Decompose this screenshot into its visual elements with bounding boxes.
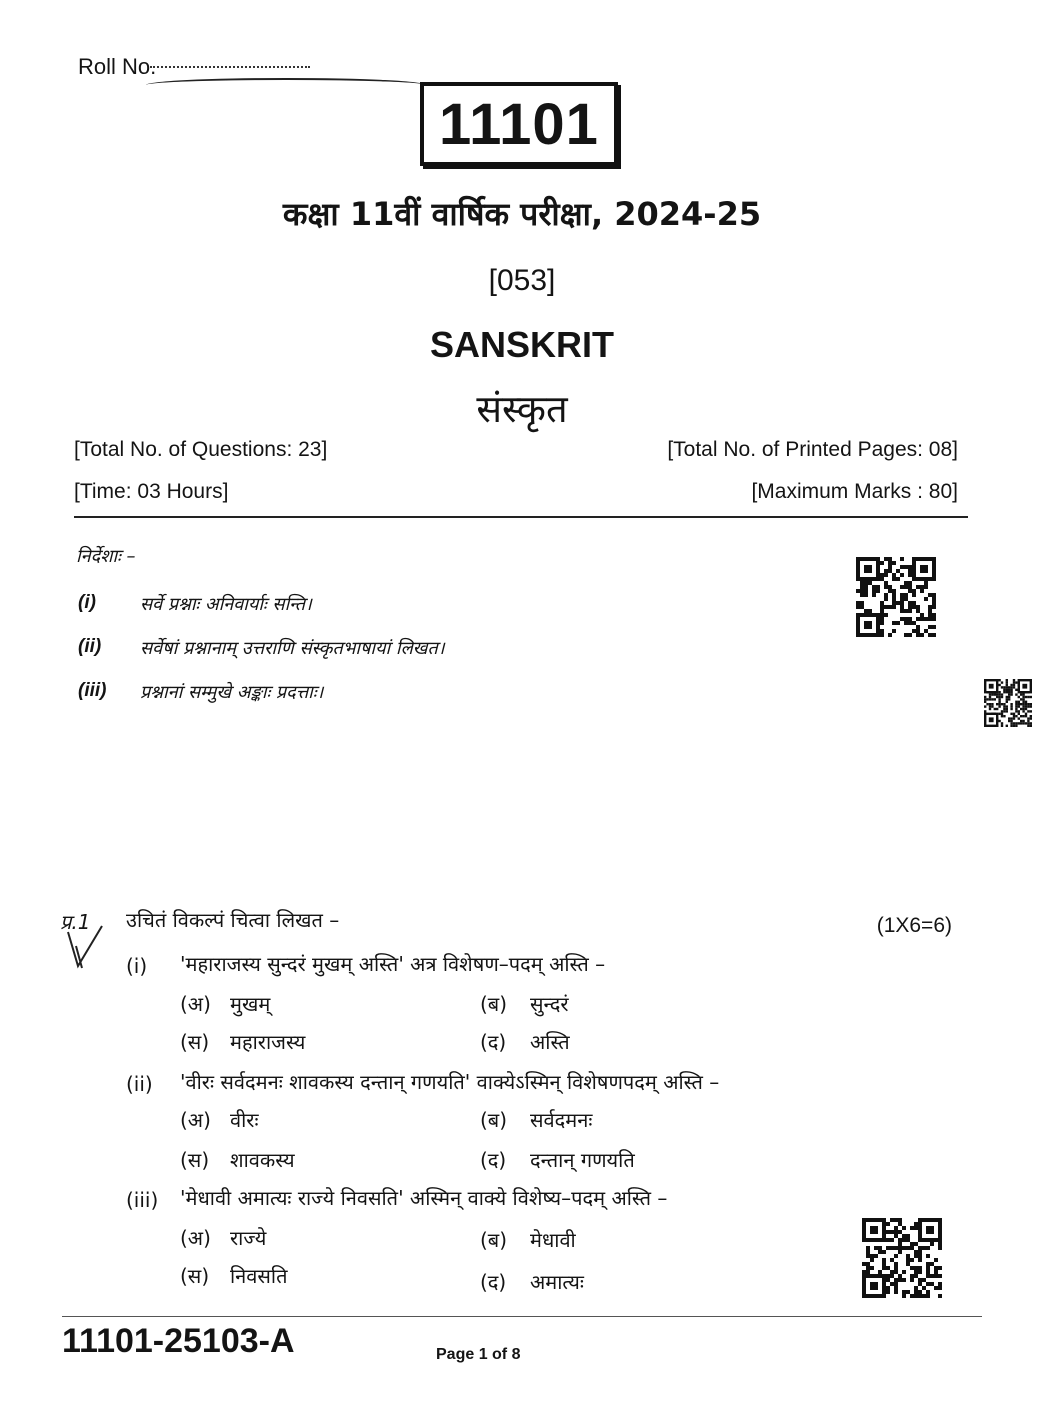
- footer-paper-code: 11101-25103-A: [62, 1322, 295, 1360]
- option-text: दन्तान् गणयति: [530, 1148, 635, 1172]
- page-number: Page 1 of 8: [436, 1346, 521, 1363]
- qr-code-icon: [984, 678, 1032, 728]
- question-text: उचितं विकल्पं चित्वा लिखत –: [126, 908, 340, 932]
- paper-code: 11101: [420, 82, 618, 166]
- option-text: अस्ति: [530, 1030, 570, 1054]
- subject-name-hindi: संस्कृत: [476, 387, 568, 431]
- subject-code: [053]: [488, 264, 556, 297]
- total-questions: [Total No. of Questions: 23]: [74, 438, 328, 461]
- tick-mark-icon: [62, 922, 108, 970]
- option-text: वीरः: [230, 1108, 259, 1132]
- option-key: (द): [480, 1030, 507, 1054]
- instructions-heading: निर्देशाः –: [76, 546, 136, 567]
- roll-no-field: [150, 66, 310, 68]
- option-text: निवसति: [230, 1264, 288, 1288]
- option-key: (ब): [480, 1228, 508, 1252]
- divider: [74, 516, 968, 518]
- option-text: सुन्दरं: [530, 992, 569, 1016]
- qr-code-icon: [856, 556, 936, 638]
- sub-question-number: (iii): [126, 1188, 159, 1212]
- exam-title: कक्षा 11वीं वार्षिक परीक्षा, 2024-25: [282, 195, 762, 233]
- option-key: (स): [180, 1264, 210, 1288]
- divider: [146, 78, 426, 92]
- option-text: शावकस्य: [230, 1148, 295, 1172]
- sub-question-text: 'मेधावी अमात्यः राज्ये निवसति' अस्मिन् वाक्ये विशेष्य–पदम् अस्ति –: [180, 1186, 668, 1210]
- subject-name-english: SANSKRIT: [429, 324, 614, 365]
- option-key: (अ): [180, 992, 211, 1016]
- option-key: (ब): [480, 992, 508, 1016]
- instruction-number: (iii): [78, 680, 107, 701]
- maximum-marks: [Maximum Marks : 80]: [751, 480, 958, 503]
- option-key: (स): [180, 1148, 210, 1172]
- option-text: राज्ये: [230, 1226, 267, 1250]
- option-text: महाराजस्य: [230, 1030, 306, 1054]
- instruction-text: सर्वे प्रश्नाः अनिवार्याः सन्ति।: [140, 594, 312, 615]
- exam-time: [Time: 03 Hours]: [74, 480, 229, 503]
- sub-question-text: 'वीरः सर्वदमनः शावकस्य दन्तान् गणयति' वाक्येऽस्मिन् विशेषणपदम् अस्ति –: [180, 1070, 720, 1094]
- question-marks: (1X6=6): [876, 914, 952, 937]
- roll-no-label: Roll No.: [78, 54, 157, 79]
- instruction-number: (i): [78, 592, 96, 613]
- option-key: (अ): [180, 1226, 211, 1250]
- sub-question-number: (i): [126, 954, 148, 978]
- option-text: मेधावी: [530, 1228, 576, 1252]
- option-text: सर्वदमनः: [530, 1108, 593, 1132]
- sub-question-number: (ii): [126, 1072, 153, 1096]
- option-key: (द): [480, 1270, 507, 1294]
- printed-pages: [Total No. of Printed Pages: 08]: [667, 438, 958, 461]
- question-label: प्र.1: [60, 910, 91, 934]
- qr-code-icon: [862, 1214, 942, 1302]
- option-text: मुखम्: [230, 992, 271, 1016]
- sub-question-text: 'महाराजस्य सुन्दरं मुखम् अस्ति' अत्र विशेषण–पदम् अस्ति –: [180, 952, 606, 976]
- option-key: (स): [180, 1030, 210, 1054]
- instruction-text: सर्वेषां प्रश्नानाम् उत्तराणि संस्कृतभाषायां लिखत।: [140, 638, 445, 659]
- option-key: (अ): [180, 1108, 211, 1132]
- option-key: (ब): [480, 1108, 508, 1132]
- divider: [62, 1316, 982, 1317]
- option-text: अमात्यः: [530, 1270, 584, 1294]
- option-key: (द): [480, 1148, 507, 1172]
- instruction-text: प्रश्नानां सम्मुखे अङ्काः प्रदत्ताः।: [140, 682, 324, 703]
- instruction-number: (ii): [78, 636, 102, 657]
